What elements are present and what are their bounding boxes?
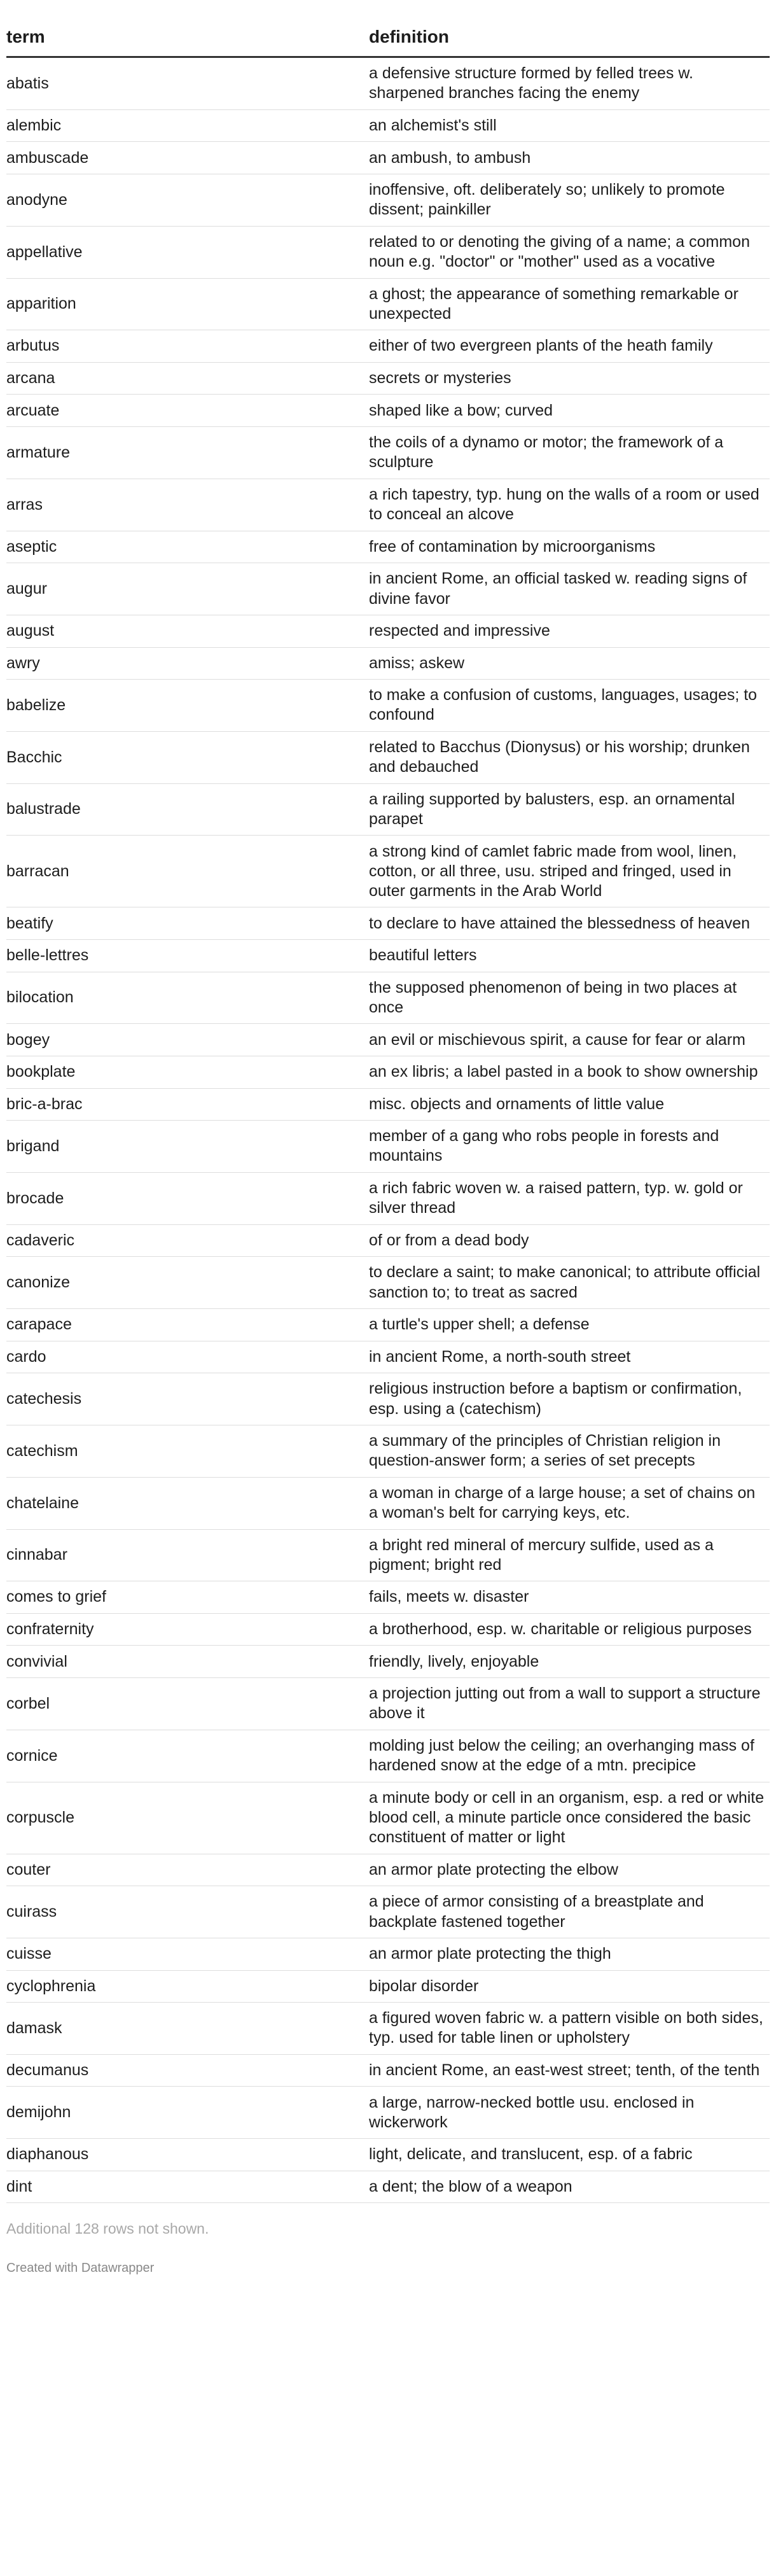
definition-cell: a bright red mineral of mercury sulfide, used as a pigment; bright red <box>369 1529 770 1581</box>
definition-cell: a turtle's upper shell; a defense <box>369 1309 770 1341</box>
glossary-table <box>6 22 770 2203</box>
term-cell: Bacchic <box>6 731 369 783</box>
term-cell: bilocation <box>6 972 369 1024</box>
term-cell: august <box>6 615 369 647</box>
definition-cell: beautiful letters <box>369 940 770 972</box>
table-row <box>6 1477 770 1529</box>
term-cell: brocade <box>6 1172 369 1224</box>
term-cell: bric-a-brac <box>6 1088 369 1121</box>
term-cell: arcuate <box>6 395 369 427</box>
table-row <box>6 226 770 278</box>
definition-cell: either of two evergreen plants of the heath family <box>369 330 770 363</box>
definition-cell: molding just below the ceiling; an overhanging mass of hardened snow at the edge of a mtn. precipice <box>369 1730 770 1782</box>
definition-cell: bipolar disorder <box>369 1970 770 2003</box>
definition-cell: an ex libris; a label pasted in a book to show ownership <box>369 1056 770 1088</box>
term-cell: corpuscle <box>6 1782 369 1854</box>
term-cell: catechism <box>6 1425 369 1477</box>
table-row <box>6 836 770 907</box>
term-cell: arras <box>6 479 369 531</box>
definition-cell: friendly, lively, enjoyable <box>369 1646 770 1678</box>
definition-cell: related to or denoting the giving of a name; a common noun e.g. "doctor" or "mother" used as a vocative <box>369 226 770 278</box>
term-cell: brigand <box>6 1121 369 1173</box>
datawrapper-credit: Created with Datawrapper <box>6 2261 155 2276</box>
definition-cell: a minute body or cell in an organism, esp. a red or white blood cell, a minute particle once considered the basic constituent of matter or light <box>369 1782 770 1854</box>
term-cell: cuisse <box>6 1938 369 1970</box>
table-row <box>6 1970 770 2003</box>
table-row <box>6 109 770 142</box>
term-cell: cinnabar <box>6 1529 369 1581</box>
definition-cell: misc. objects and ornaments of little value <box>369 1088 770 1121</box>
table-row <box>6 1678 770 1730</box>
table-row <box>6 362 770 395</box>
table-row <box>6 2003 770 2055</box>
table-row <box>6 1224 770 1257</box>
table-row <box>6 142 770 174</box>
definition-cell: to make a confusion of customs, languages, usages; to confound <box>369 680 770 732</box>
term-cell: dint <box>6 2171 369 2203</box>
table-row <box>6 563 770 615</box>
term-cell: anodyne <box>6 174 369 226</box>
definition-cell: a strong kind of camlet fabric made from wool, linen, cotton, or all three, usu. striped and fringed, used in outer garments in the Arab World <box>369 836 770 907</box>
table-row <box>6 1172 770 1224</box>
table-row <box>6 2087 770 2139</box>
table-row <box>6 1646 770 1678</box>
term-cell: appellative <box>6 226 369 278</box>
definition-cell: related to Bacchus (Dionysus) or his worship; drunken and debauched <box>369 731 770 783</box>
table-row <box>6 1782 770 1854</box>
term-cell: augur <box>6 563 369 615</box>
table-row <box>6 1341 770 1373</box>
term-cell: diaphanous <box>6 2139 369 2171</box>
definition-cell: a figured woven fabric w. a pattern visible on both sides, typ. used for table linen or upholstery <box>369 2003 770 2055</box>
term-cell: comes to grief <box>6 1581 369 1614</box>
term-cell: awry <box>6 647 369 680</box>
definition-cell: member of a gang who robs people in forests and mountains <box>369 1121 770 1173</box>
definition-cell: the supposed phenomenon of being in two places at once <box>369 972 770 1024</box>
term-cell: babelize <box>6 680 369 732</box>
definition-cell: of or from a dead body <box>369 1224 770 1257</box>
table-row <box>6 1309 770 1341</box>
table-row <box>6 2139 770 2171</box>
term-cell: aseptic <box>6 531 369 563</box>
definition-cell: the coils of a dynamo or motor; the framework of a sculpture <box>369 427 770 479</box>
definition-cell: an alchemist's still <box>369 109 770 142</box>
definition-cell: a large, narrow-necked bottle usu. enclosed in wickerwork <box>369 2087 770 2139</box>
rows-not-shown-note: Additional 128 rows not shown. <box>6 2220 209 2237</box>
term-cell: couter <box>6 1854 369 1886</box>
definition-cell: amiss; askew <box>369 647 770 680</box>
term-cell: bookplate <box>6 1056 369 1088</box>
definition-cell: an ambush, to ambush <box>369 142 770 174</box>
table-row <box>6 278 770 330</box>
definition-cell: to declare to have attained the blessedness of heaven <box>369 907 770 940</box>
definition-cell: an armor plate protecting the thigh <box>369 1938 770 1970</box>
term-cell: beatify <box>6 907 369 940</box>
definition-cell: light, delicate, and translucent, esp. of a fabric <box>369 2139 770 2171</box>
definition-cell: a defensive structure formed by felled trees w. sharpened branches facing the enemy <box>369 57 770 110</box>
table-body <box>6 57 770 2203</box>
definition-cell: fails, meets w. disaster <box>369 1581 770 1614</box>
term-cell: armature <box>6 427 369 479</box>
table-row <box>6 783 770 836</box>
definition-cell: religious instruction before a baptism or confirmation, esp. using a (catechism) <box>369 1373 770 1425</box>
header-row <box>6 22 770 57</box>
term-cell: bogey <box>6 1024 369 1056</box>
term-cell: belle-lettres <box>6 940 369 972</box>
table-row <box>6 1373 770 1425</box>
table-row <box>6 940 770 972</box>
term-cell: abatis <box>6 57 369 110</box>
term-cell: demijohn <box>6 2087 369 2139</box>
definition-cell: a piece of armor consisting of a breastplate and backplate fastened together <box>369 1886 770 1938</box>
table-row <box>6 680 770 732</box>
term-cell: alembic <box>6 109 369 142</box>
table-row <box>6 1425 770 1477</box>
table-row <box>6 972 770 1024</box>
term-cell: canonize <box>6 1257 369 1309</box>
table-row <box>6 531 770 563</box>
definition-cell: a rich tapestry, typ. hung on the walls of a room or used to conceal an alcove <box>369 479 770 531</box>
definition-cell: a ghost; the appearance of something remarkable or unexpected <box>369 278 770 330</box>
term-cell: barracan <box>6 836 369 907</box>
column-header-term[interactable]: term <box>6 22 369 57</box>
term-cell: arcana <box>6 362 369 395</box>
term-cell: catechesis <box>6 1373 369 1425</box>
term-cell: cyclophrenia <box>6 1970 369 2003</box>
definition-cell: inoffensive, oft. deliberately so; unlikely to promote dissent; painkiller <box>369 174 770 226</box>
term-cell: cardo <box>6 1341 369 1373</box>
definition-cell: in ancient Rome, an official tasked w. reading signs of divine favor <box>369 563 770 615</box>
term-cell: corbel <box>6 1678 369 1730</box>
definition-cell: a projection jutting out from a wall to support a structure above it <box>369 1678 770 1730</box>
table-row <box>6 1938 770 1970</box>
table-row <box>6 1581 770 1614</box>
table-row <box>6 57 770 110</box>
table-row <box>6 1088 770 1121</box>
table-row <box>6 1854 770 1886</box>
table-row <box>6 615 770 647</box>
term-cell: ambuscade <box>6 142 369 174</box>
term-cell: carapace <box>6 1309 369 1341</box>
table-row <box>6 174 770 226</box>
definition-cell: a railing supported by balusters, esp. an ornamental parapet <box>369 783 770 836</box>
term-cell: cornice <box>6 1730 369 1782</box>
definition-cell: respected and impressive <box>369 615 770 647</box>
definition-cell: in ancient Rome, an east-west street; tenth, of the tenth <box>369 2054 770 2087</box>
table-row <box>6 907 770 940</box>
datawrapper-table-widget <box>6 22 770 2276</box>
table-row <box>6 1730 770 1782</box>
term-cell: chatelaine <box>6 1477 369 1529</box>
term-cell: convivial <box>6 1646 369 1678</box>
table-row <box>6 1886 770 1938</box>
definition-cell: shaped like a bow; curved <box>369 395 770 427</box>
table-row <box>6 330 770 363</box>
term-cell: apparition <box>6 278 369 330</box>
table-row <box>6 1257 770 1309</box>
definition-cell: to declare a saint; to make canonical; to attribute official sanction to; to treat as sacred <box>369 1257 770 1309</box>
definition-cell: a rich fabric woven w. a raised pattern, typ. w. gold or silver thread <box>369 1172 770 1224</box>
table-row <box>6 731 770 783</box>
table-row <box>6 479 770 531</box>
table-row <box>6 1529 770 1581</box>
term-cell: decumanus <box>6 2054 369 2087</box>
term-cell: cadaveric <box>6 1224 369 1257</box>
table-row <box>6 1056 770 1088</box>
table-row <box>6 1024 770 1056</box>
table-row <box>6 427 770 479</box>
definition-cell: an armor plate protecting the elbow <box>369 1854 770 1886</box>
table-row <box>6 647 770 680</box>
term-cell: arbutus <box>6 330 369 363</box>
term-cell: balustrade <box>6 783 369 836</box>
definition-cell: a woman in charge of a large house; a set of chains on a woman's belt for carrying keys, etc. <box>369 1477 770 1529</box>
definition-cell: a summary of the principles of Christian religion in question-answer form; a series of set precepts <box>369 1425 770 1477</box>
term-cell: cuirass <box>6 1886 369 1938</box>
table-row <box>6 395 770 427</box>
table-row <box>6 2054 770 2087</box>
table-row <box>6 2171 770 2203</box>
table-header <box>6 22 770 57</box>
definition-cell: free of contamination by microorganisms <box>369 531 770 563</box>
term-cell: damask <box>6 2003 369 2055</box>
definition-cell: an evil or mischievous spirit, a cause for fear or alarm <box>369 1024 770 1056</box>
table-row <box>6 1613 770 1646</box>
definition-cell: secrets or mysteries <box>369 362 770 395</box>
definition-cell: in ancient Rome, a north-south street <box>369 1341 770 1373</box>
definition-cell: a brotherhood, esp. w. charitable or religious purposes <box>369 1613 770 1646</box>
definition-cell: a dent; the blow of a weapon <box>369 2171 770 2203</box>
column-header-definition[interactable]: definition <box>369 22 770 57</box>
table-row <box>6 1121 770 1173</box>
term-cell: confraternity <box>6 1613 369 1646</box>
